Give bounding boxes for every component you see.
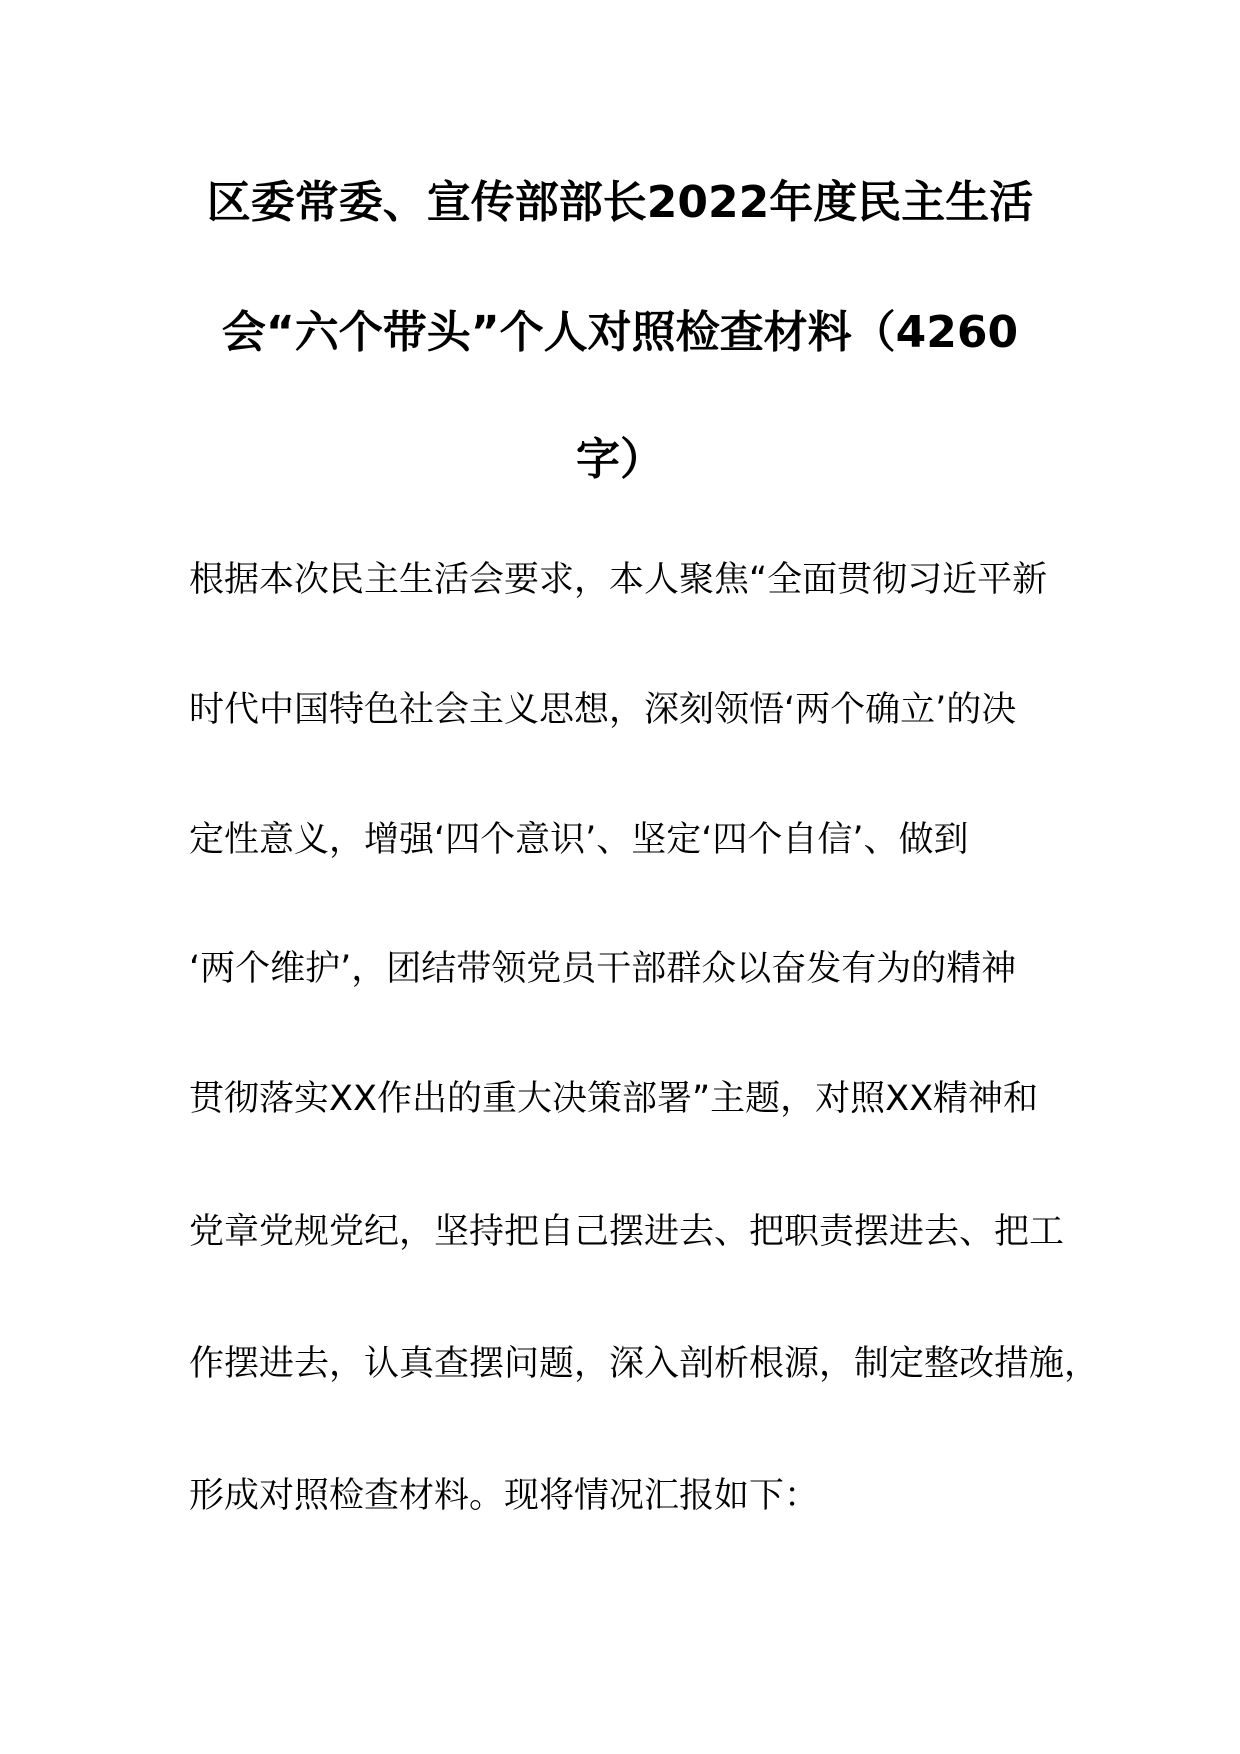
body-line-3: 定性意义，增强‘四个意识’、坚定‘四个自信’、做到 <box>189 820 969 860</box>
document-title-line-2: 会“六个带头”个人对照检查材料（4260 <box>221 307 1019 358</box>
body-line-1: 根据本次民主生活会要求，本人聚焦“全面贯彻习近平新 <box>189 560 1048 600</box>
body-line-7: 作摆进去，认真查摆问题，深入剖析根源，制定整改措施， <box>189 1344 1100 1384</box>
body-line-8: 形成对照检查材料。现将情况汇报如下： <box>189 1476 820 1516</box>
document-title-line-3: 字） <box>576 434 664 485</box>
body-line-4: ‘两个维护’，团结带领党员干部群众以奋发有为的精神 <box>189 949 1017 989</box>
body-line-5: 贯彻落实XX作出的重大决策部署”主题，对照XX精神和 <box>189 1079 1039 1119</box>
document-title-line-1: 区委常委、宣传部部长2022年度民主生活 <box>206 177 1034 228</box>
body-line-6: 党章党规党纪，坚持把自己摆进去、把职责摆进去、把工 <box>189 1212 1065 1252</box>
body-line-2: 时代中国特色社会主义思想，深刻领悟‘两个确立’的决 <box>189 690 1017 730</box>
